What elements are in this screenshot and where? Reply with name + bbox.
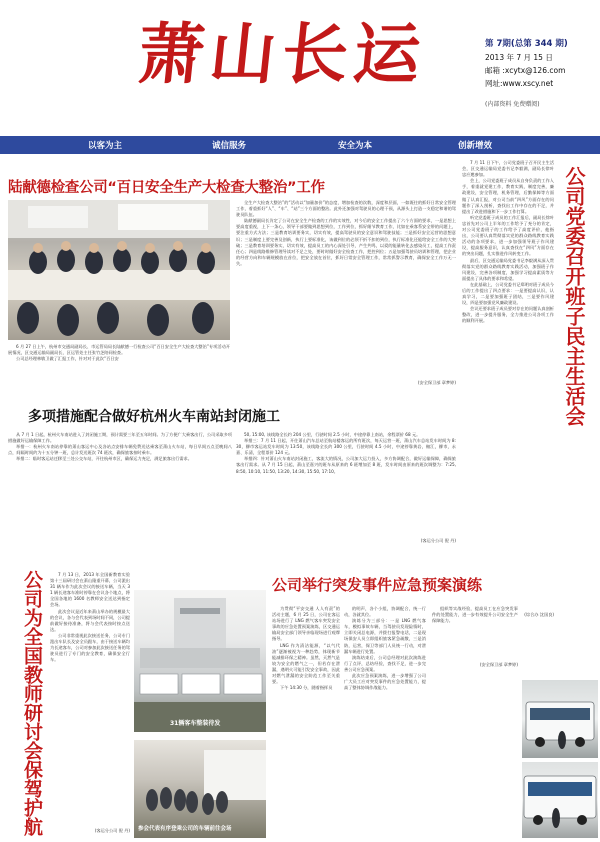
boarding-photo [134,740,266,838]
teacher-title: 公司为全国教师研讨会保驾护航 [21,570,43,836]
article1-para: 6 月 27 日上午，杭州市交通局副局长、市运管局局长陆献德一行检查公司“百日安全生产大检查大整治”专项活动开展情况，区交通运输局副局长、区运管处主任张竹芝陪同检查。 [8,344,230,356]
article1-para: 公司总经理林敏卫做了汇报工作，针对对于此次“百日安 [16,356,119,362]
article2-para: 从 7 月 1 日起，杭州火车南站进入了封闭施工期，预计需要三年至五年时间。为了方便广大乘客出行，公司采取多项措施做好运输保障工作。 [8,432,232,444]
article3-col1 [272,606,340,834]
teacher-para: 公司非常重视此次接送任务，公司专门派出车队长及安全员跟车，由于接送车辆均为长途客车，公司对参加此次接送任务的驾驶员进行了专门的安全教育，确保安全行车。 [50,632,130,663]
teacher-para: 此次会议是近年来萧山举办的规模最大的会议，各与会代表到场时间不同，公司提前做好接待准备，将与会代表按时按点送达。 [50,608,130,632]
teacher-body [50,572,130,828]
party-credit: (综合办 沈国良) [524,612,554,617]
article3-col3 [432,606,518,658]
article2-para: 举措四：针对萧山火车南站封闭施工，客流大的情况，公司加大运力投入，多方协调配合，做好运输保障，确保旅客出行需求。从 7 月 15 日起，萧山至嘉兴的班车从原来的 6 班增加至 8 班，发车时间由原来的班次调整为：7:25, 8:50, 10:10, 11:50, 13:20, 14:30, 15:50, 17:10。 [236,456,456,474]
party-title: 公司党委召开班子民主生活会 [562,166,586,426]
website: 网址:www.xscy.net [485,79,554,88]
article1-col2 [236,200,456,378]
party-para: 会上，公司党委班子成员从自身负责的工作入手，着重就党建工作，教育实践，制度完善，廉政建设，安全管理，机务管理，后勤保障等方面做了认真汇报，对公司当前“四风”方面存在的问题作了深入剖析，查找出工作中存在的不足，并提出了改进措施和下一步工作打算。 [462,178,554,214]
article2-title: 多项措施配合做好杭州火车南站封闭施工 [28,409,280,425]
article2-para: 50, 15:00, 该线路全长约 204 公里，行驶时间 2.5 小时，中途停靠上南站，余程票价 68 元。 [244,432,421,437]
issue-number: 第 7期(总第 344 期) [485,39,568,49]
article2-para: 举措三：7 月 11 日起，开往萧山汽车总站至航站楼客运的所有班次，每天运营一班，萧山汽车总站发车时间为 8:30，柳市客运站发车时间为 13:50，该线路全长约 300 公里，行驶时间 4.5 小时，中途停靠黄岩，椒江，柳市，永嘉、乐清，全程票价 124 元。 [236,438,456,456]
drill-photo-1 [522,680,598,758]
article1-para: 全生产大检查大整治”的“活动以“加量加价”的态度，增加检查的次数，深度和层面，一如既往的抓好日常安全管理工作，着重抓好“人”、“车”、“站”三个方面的整治。此外还加强对驾驶员的心理干预，从源头上打造一支稳定和谐的驾驶员队伍。 [236,200,456,218]
article3-credit: (安全保卫部 章梦婷) [479,662,518,667]
article3-para: 下午 14:30 分，随着指挥员 [280,685,333,691]
email: 邮箱 :xcytx@126.com [485,66,566,75]
party-para: 7 月 11 日下午，公司党委班子召开民主生活会，区交通运输局党委书记李毅满，副局长徐叶忠应邀参加。 [462,160,554,178]
slogan-bar [0,136,600,154]
slogan-4: 创新增效 [458,141,493,151]
article3-para: LNG 作为清洁能源，“以气代油”逐渐被视为一种趋势，体现新节能减排环保之精神。虽然，天然气是较为安全的燃气之一，但若存在泄漏，遇明火可能引发安全事故，因此对燃气泄漏的安全防范工作至关重要。 [272,642,340,685]
party-para: 在此基础上，公司党委书记郑明对班子成员今后的工作提出了四点要求：一是要提高认识，认真学习，二是要加强班子团结，三是要作风建设，四是要加强党风廉政建设。 [462,281,554,306]
article3-para: 此次应急预案演练，进一步增强了公司广大员工应对突发事件的应急处置能力，提高了整体协调作战能力。 [344,673,426,691]
article2-credit: (客运分公司 倪 丹) [420,538,456,543]
free-note: (内部资料 免费赠阅) [485,101,540,108]
article1-col1 [8,344,230,382]
boarding-photo-caption: 参会代表有序登乘公司的车辆前往会场 [138,826,232,832]
slogan-3: 安全为本 [338,141,373,151]
party-para: 会议还要求班子成员要对存在的问题认真剖析整改，进一步提升服务，全力推进公司各项工作的顺利开展。 [462,306,554,324]
slogan-2: 诚信服务 [212,141,247,151]
issue-info [485,38,568,111]
party-para: 最后，区交通运输局党委书记李毅满从深入贯彻落实党的群众路线教育实践活动，加强班子作风建设，完善各项制度，加强学习提高素质等方面提出了具体的要求和希望。 [462,257,554,281]
article1-credit: (安全保卫部 章梦婷) [417,380,456,385]
buses-photo-caption: 31辆客车整装待发 [170,720,221,727]
meeting-photo [8,200,230,340]
buses-photo [134,590,266,732]
bus-illustration-1 [522,680,598,758]
article3-col2 [344,606,426,834]
article2-col2 [236,432,456,522]
article1-title: 陆献德检查公司“百日安全生产大检查大整治”工作 [8,180,325,196]
bus-illustration-2 [522,762,598,838]
article1-para: 陆献德副局长肯定了公司在安全生产检查的工作的实效性，对今后的安全工作提出了六个方面的要求，一是思想上要高度重视，上下一条心，领导干部要做到思想到位，工作到位，抓好细节教育工作，比如在乘客系安全带的问题上，要注重方式方法；三是教育培训要务实，切实有效，提高驾驶员的安全意识和驾驶技能；三是抓好安全运营的思想意识；三是制度上要完善及创新，执行上要标准化，该做到位的必须不折不扣的到位，执行标准化还能给安全工作的大突破；三是教育培训要务实，切实有效，提高员工的内心深处引导，产生共鸣，以爱的能量转化去感染员工，提高工作责任心；四是线路维修管理导读对不足之处，要时时做好安全检查工作，把控到位；五是加强驾驶员培训和管理，把企业的经营方向和车辆规模放在首位，把安全放在首位，抓好日常安全管理工作，常常抓警示教育，确保安全工作万无一失。 [236,218,456,266]
article3-para: 组织等实战经验，提高员工在应急突发事件的处置能力，进一步有效提升公司安全生产保障能力。 [432,606,518,624]
masthead [0,0,600,130]
article2-para: 举措二：临时客运站迁移至三处公交车站，开往杭州市区，确保运力充足，满足旅客出行需求。 [16,456,192,462]
teacher-credit: (客运分公司 倪 丹) [94,828,130,833]
slogan-1: 以客为主 [88,141,123,151]
article3-title: 公司举行突发事件应急预案演练 [272,576,483,594]
article3-para: 为贯彻“平安交通 人人有责”的活动主题，6 月 25 日，公司在客运站场进行了 LNG 燃气客车突发安全事故的应急处置预案演练，区交通运输局安全部门领导亲临现场进行观摩指导。 [272,606,340,642]
buses-illustration [134,590,266,732]
meeting-illustration [8,200,230,340]
article2-col1 [8,432,232,522]
party-article-body [462,160,554,608]
party-para: 听完党委班子成员的工作汇报后，副局长徐叶忠首先对公司上半年的工作给予了充分的肯定，对公司党委班子的工作给予了高度评价，他指出，公司要认真贯彻落实党的群众路线教育实践活动的各项要求，进一步加强领导班子作风建设，提高服务意识，认真查找在“四风”方面存在的突出问题，扎实推进作风转变工作。 [462,214,554,257]
article3-para: 演练分为三部分：一是 LNG 燃气客车，模拟事故车辆，当驾驶员发现险情时，立即关闭总电源，并拨打报警电话，二是现场保安人员立即组织旅客紧急疏散，三是消防，运营，保卫等部门人员统一行动，对泄漏车辆进行处置。 [344,618,426,654]
teacher-para: 7 月 13 日，2013 年全国新教育实验第十三届研讨会在萧山隆重开幕，公司派出 31 辆车作为此次会议的接送车辆，当天 31 辆长途客车准时停靠在会议各个地点，将全国各地的 1600 名教师安全送达到指定会场。 [50,572,130,608]
article3-para: 演练结束后，公司总经理对此次演练进行了点评，总结经验，查找不足，进一步完善公司应急预案。 [344,654,426,672]
drill-photo-2 [522,762,598,838]
article2-para: 举措一：杭州火车南站停靠的萧山客运中心及各站点安排车辆免费送达乘客至萧山火车站，每日早间五点至晚间八点，间隔时间约为十五分钟一班，总计发送班次 74 班次，确保旅客按时乘车。 [8,444,232,456]
issue-date: 2013 年 7 月 15 日 [485,53,553,62]
newspaper-logo: 萧山长运 [133,15,431,93]
article3-para: 的明声，各个小组，协调配合，统一行动，各就其位。 [344,606,426,618]
